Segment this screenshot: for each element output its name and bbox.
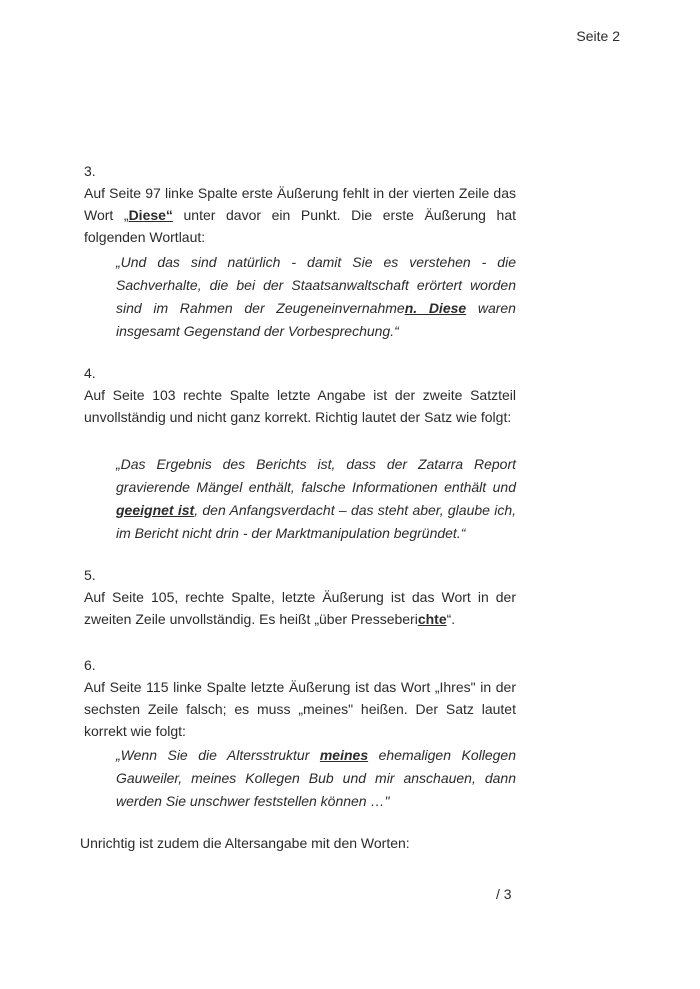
section-5 <box>84 564 516 630</box>
section-text: Auf Seite 105, rechte Spalte, letzte Äußerung ist das Wort in der zweiten Zeile unvollständig. Es heißt „über Presseberichte“. <box>84 589 516 627</box>
section-number: 6. <box>84 657 96 673</box>
page-header: Seite 2 <box>576 28 620 44</box>
closing-text: Unrichtig ist zudem die Altersangabe mit den Worten: <box>80 835 410 851</box>
section-number: 3. <box>84 163 96 179</box>
quote-4: „Das Ergebnis des Berichts ist, dass der Zatarra Report gravierende Mängel enthält, falsche Informationen enthält und geeignet ist, den Anfangsverdacht – das steht aber, glaube ich, im Bericht nicht drin - der Marktmanipulation begründet.“ <box>116 456 517 541</box>
section-3 <box>84 160 516 248</box>
section-text: Auf Seite 97 linke Spalte erste Äußerung fehlt in der vierten Zeile das Wort „Diese“ unter davor ein Punkt. Die erste Äußerung hat folgenden Wortlaut: <box>84 185 517 245</box>
page-continuation: / 3 <box>496 886 512 902</box>
section-6 <box>84 654 516 742</box>
quote-3: „Und das sind natürlich - damit Sie es verstehen - die Sachverhalte, die bei der Staatsanwaltschaft erörtert worden sind im Rahmen der Zeugeneinvernahmen. Diese waren insgesamt Gegenstand der Vorbesprechung.“ <box>116 254 516 339</box>
section-number: 4. <box>84 365 96 381</box>
section-text: Auf Seite 103 rechte Spalte letzte Angabe ist der zweite Satzteil unvollständig und nicht ganz korrekt. Richtig lautet der Satz wie folgt: <box>84 387 516 425</box>
section-4 <box>84 362 516 428</box>
section-text: Auf Seite 115 linke Spalte letzte Äußerung ist das Wort „Ihres" in der sechsten Zeile falsch; es muss „meines" heißen. Der Satz lautet korrekt wie folgt: <box>84 679 516 739</box>
quote-6: „Wenn Sie die Altersstruktur meines ehemaligen Kollegen Gauweiler, meines Kollegen Bub und mir anschauen, dann werden Sie unschwer feststellen können …" <box>116 747 516 809</box>
section-number: 5. <box>84 567 96 583</box>
